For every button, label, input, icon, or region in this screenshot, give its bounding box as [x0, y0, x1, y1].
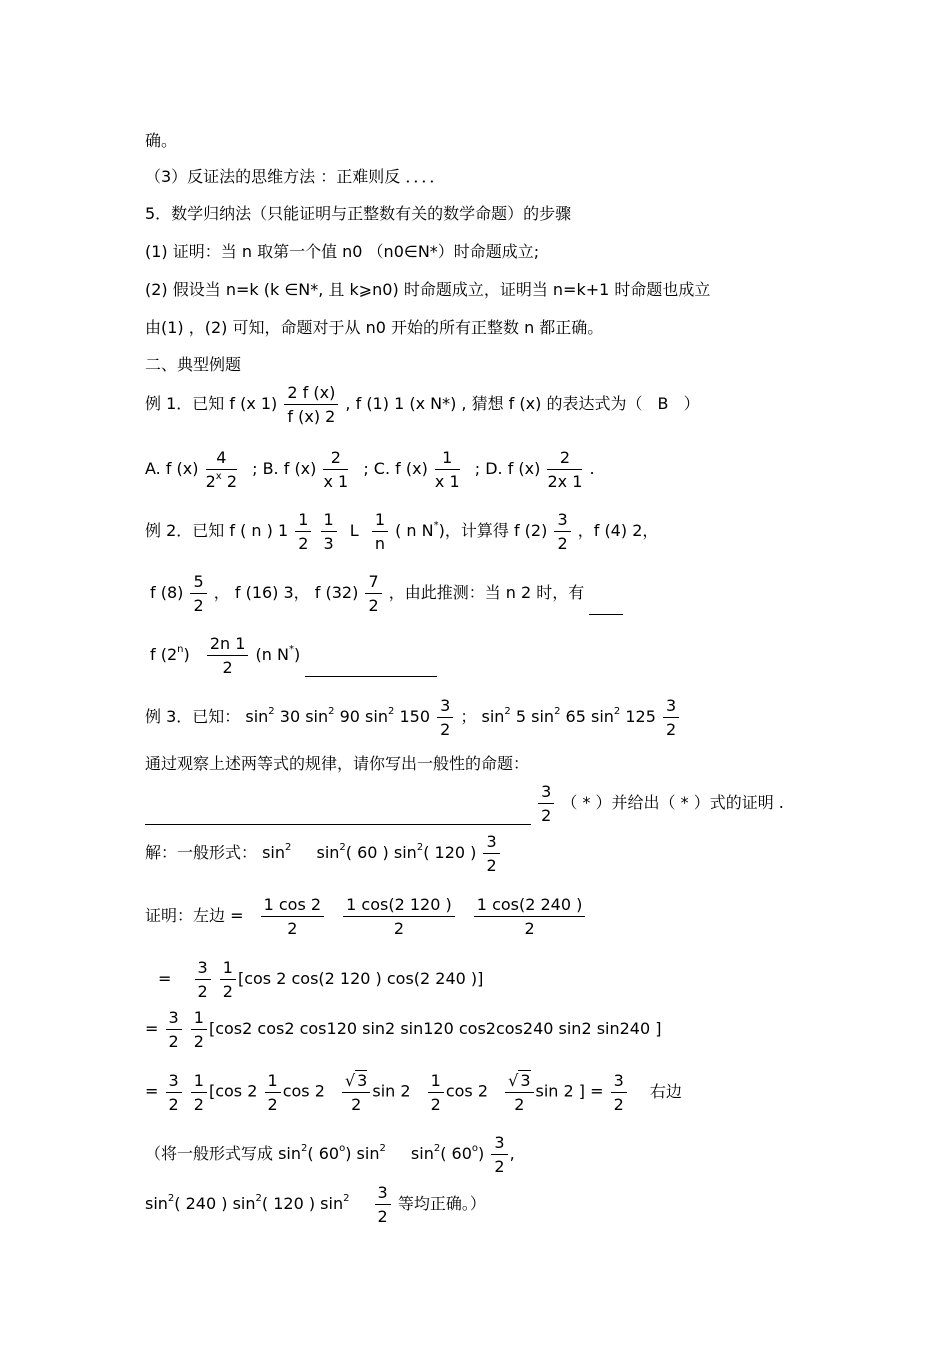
numerator: 3: [437, 696, 453, 718]
numerator: 7: [365, 572, 381, 594]
superscript: *: [433, 520, 439, 531]
numerator: 3: [483, 832, 499, 854]
denominator: 2: [377, 1207, 388, 1226]
example-2: [145, 510, 658, 553]
option-c: ; C. f (x): [363, 459, 428, 478]
text: f (8): [150, 583, 184, 602]
text-line: 确。: [145, 131, 178, 150]
denominator: x 1: [434, 472, 460, 491]
text-line: 通过观察上述两等式的规律，请你写出一般性的命题：: [145, 754, 530, 773]
denominator: 2: [351, 1095, 362, 1114]
fraction: [265, 1071, 281, 1114]
fraction: [505, 1070, 533, 1114]
numerator: 3: [611, 1071, 627, 1093]
example-3: [145, 696, 681, 739]
fraction: [491, 1133, 507, 1176]
numerator: 2: [323, 448, 348, 470]
denominator: 2: [222, 982, 233, 1001]
ex1-fraction: [284, 383, 338, 426]
superscript: 2: [433, 1143, 441, 1154]
superscript: 2: [379, 1143, 386, 1154]
fraction: [321, 510, 337, 553]
ex1-middle: , f (1) 1 (x N*) , 猜想 f (x) 的表达式为（: [345, 394, 643, 413]
numerator: 3: [538, 782, 554, 804]
fraction: [190, 572, 206, 615]
text: sin 2 ] =: [535, 1081, 604, 1101]
superscript: 2: [339, 842, 346, 853]
text: ): [478, 1144, 485, 1163]
numerator: 1: [191, 1071, 207, 1093]
numerator: 1: [191, 1008, 207, 1030]
denominator: 2: [168, 1094, 179, 1114]
numerator: 3: [491, 1133, 507, 1155]
fraction: [166, 1071, 182, 1114]
superscript: 2: [285, 842, 292, 853]
text: ): [293, 645, 301, 664]
superscript: n: [177, 644, 184, 655]
text: （ * ）并给出（ * ）式的证明 .: [561, 793, 784, 812]
numerator: 3: [195, 958, 211, 980]
superscript: 2: [504, 706, 511, 717]
denominator: f (x) 2: [287, 407, 336, 426]
text-line: (1) 证明：当 n 取第一个值 n0 （n0∈N*）时命题成立;: [145, 242, 540, 261]
ex1-options: [145, 448, 595, 491]
option-b-fraction: [323, 448, 348, 491]
fraction: [220, 958, 236, 1001]
text: ( 240 ) sin: [174, 1194, 256, 1213]
denominator: 2: [193, 1094, 204, 1114]
fraction: [191, 1071, 207, 1114]
numerator: 1: [372, 510, 388, 532]
numerator: 1: [321, 510, 337, 532]
fraction: [483, 832, 499, 875]
ex1-answer: B: [657, 394, 669, 413]
numerator: 3: [166, 1008, 182, 1030]
text: ) sin: [345, 1144, 380, 1163]
text: 65 sin: [565, 707, 614, 726]
text: ， f (16) 3， f (32): [213, 583, 359, 602]
denominator: [206, 470, 237, 491]
superscript: 2: [255, 1193, 262, 1204]
proof-line-1: [145, 895, 587, 938]
fraction: [342, 1070, 370, 1114]
text-line: (2) 假设当 n=k (k ∈N*, 且 k⩾n0) 时命题成立，证明当 n=k+1 时命题也成立: [145, 280, 711, 299]
example-2-row-3: [150, 634, 437, 677]
denominator: 2: [541, 806, 552, 825]
denominator: 2: [368, 596, 379, 615]
example-2-row-2: [150, 572, 623, 615]
ex2-prefix: 例 2．已知 f ( n ) 1: [145, 521, 289, 540]
text: [cos 2 cos(2 120 ) cos(2 240 )]: [237, 969, 484, 988]
superscript: 2: [328, 706, 335, 717]
text: ,: [509, 1144, 515, 1163]
ellipsis-l: L: [349, 521, 359, 540]
denominator: 2: [193, 596, 204, 615]
text: 150: [399, 707, 430, 726]
fraction: [375, 1183, 391, 1226]
text: 125: [625, 707, 656, 726]
numerator: 1: [295, 510, 311, 532]
numerator: 3: [554, 510, 570, 532]
numerator: 4: [206, 448, 237, 470]
solution-line: [145, 832, 502, 875]
denominator: 2: [267, 1094, 278, 1114]
numerator: 1: [435, 448, 460, 470]
ex2-cond: ( n N: [395, 521, 434, 540]
text: =: [158, 969, 172, 988]
superscript: 2: [387, 706, 395, 717]
denominator: 2: [613, 1094, 624, 1114]
superscript: o: [339, 1143, 346, 1154]
text: ( 120 ) sin: [261, 1194, 344, 1213]
fraction: [207, 634, 249, 677]
fraction: [437, 696, 453, 739]
fraction: [663, 696, 679, 739]
superscript: 2: [416, 842, 424, 853]
denominator: 2: [514, 1095, 525, 1114]
fraction: [166, 1008, 182, 1051]
denominator: 2: [222, 658, 233, 677]
numerator: 2: [547, 448, 582, 470]
option-b: ; B. f (x): [252, 459, 317, 478]
denominator: 2: [557, 534, 568, 553]
text: ): [183, 645, 190, 664]
denominator: x 1: [323, 472, 349, 491]
fraction: [191, 1008, 207, 1051]
fraction: [372, 510, 388, 553]
text-line: 由(1) ，(2) 可知，命题对于从 n0 开始的所有正整数 n 都正确。: [145, 318, 604, 337]
denominator: 2: [440, 720, 451, 739]
denominator: 2: [193, 1032, 204, 1051]
fraction: [474, 895, 586, 938]
proof-line-4: [145, 1070, 682, 1114]
text: ( 60 ) sin: [345, 843, 417, 862]
numerator: 5: [190, 572, 206, 594]
denominator: 2: [197, 982, 208, 1001]
sqrt-radicand: 3: [520, 1071, 531, 1090]
blank-line: [305, 658, 437, 677]
section-heading: 二、典型例题: [145, 355, 242, 374]
text: [cos2 cos2 cos120 sin2 sin120 cos2cos240 sin2 sin240 ]: [208, 1019, 662, 1038]
denominator: 2: [393, 919, 405, 938]
note-line-1: [145, 1133, 515, 1176]
text: sin: [316, 843, 340, 862]
superscript: 2: [301, 1143, 308, 1154]
numerator: 2 f (x): [284, 383, 338, 405]
example-1: [145, 383, 700, 426]
fraction: [538, 782, 554, 825]
numerator: 1: [220, 958, 236, 980]
fraction: [343, 895, 455, 938]
ex1-close: ）: [683, 394, 700, 413]
denominator: 2: [524, 919, 535, 938]
text-line: （3）反证法的思维方法 ：正难则反 ．．．．: [145, 167, 446, 186]
text: sin: [481, 707, 505, 726]
option-d: ; D. f (x): [474, 459, 541, 478]
fraction: [554, 510, 570, 553]
text: 解：一般形式： sin: [145, 843, 286, 862]
sqrt-radicand: 3: [357, 1071, 368, 1090]
superscript: 2: [613, 706, 621, 717]
text: 证明：左边 =: [145, 906, 244, 925]
proof-line-3: [145, 1008, 662, 1051]
text: 5 sin: [515, 707, 555, 726]
numerator: 2n 1: [207, 634, 249, 656]
denominator: 2: [430, 1094, 441, 1114]
text: ( 120 ): [423, 843, 477, 862]
text: ；: [460, 707, 477, 726]
text: f (2: [150, 645, 178, 664]
note-line-2: [145, 1183, 486, 1226]
numerator: 1 cos 2: [261, 895, 324, 917]
proof-line-2: [158, 958, 483, 1001]
superscript: 2: [343, 1193, 350, 1204]
text: cos 2: [282, 1081, 325, 1101]
text: 等均正确。）: [397, 1194, 486, 1213]
text: ，由此推测：当 n 2 时，有: [388, 583, 585, 602]
superscript: *: [288, 644, 294, 655]
numerator: 3: [166, 1071, 182, 1093]
text: sin 2: [372, 1081, 411, 1101]
numerator: 1: [265, 1071, 281, 1093]
den-base: 2: [205, 472, 216, 491]
blank-line: [145, 806, 531, 825]
text: sin: [145, 1194, 168, 1213]
denominator: 3: [323, 534, 334, 553]
fraction: [295, 510, 311, 553]
ex3-prefix: 例 3．已知：: [145, 707, 241, 726]
ex2-f4: ，f (4) 2，: [577, 521, 659, 540]
denominator: 2: [287, 919, 298, 938]
fraction: [428, 1071, 444, 1114]
numerator: √ 3: [505, 1070, 533, 1093]
den-post: 2: [226, 472, 237, 491]
denominator: 2: [494, 1157, 505, 1176]
text: cos 2: [445, 1081, 489, 1101]
fraction: [195, 958, 211, 1001]
text: 右边: [649, 1081, 682, 1101]
option-a-fraction: [206, 448, 237, 491]
numerator: 3: [375, 1183, 391, 1205]
option-d-fraction: [547, 448, 582, 491]
ex1-prefix: 例 1．已知 f (x 1): [145, 394, 278, 413]
text: =: [145, 1081, 159, 1101]
denominator: n: [374, 534, 385, 553]
fraction: [611, 1071, 627, 1114]
denominator: 2: [486, 856, 497, 875]
text: =: [145, 1019, 159, 1038]
ex2-cond-post: )，计算得 f (2): [438, 521, 548, 540]
superscript: 2: [167, 1193, 175, 1204]
denominator: 2x 1: [547, 472, 583, 491]
fraction: [365, 572, 381, 615]
blank-line: [589, 596, 623, 615]
denominator: 2: [168, 1032, 179, 1051]
text-line: 5．数学归纳法（只能证明与正整数有关的数学命题）的步骤: [145, 204, 572, 223]
fraction: [261, 895, 324, 938]
option-c-fraction: [435, 448, 460, 491]
option-a: A. f (x): [145, 459, 199, 478]
numerator: 1 cos(2 120 ): [343, 895, 455, 917]
superscript: 2: [554, 706, 561, 717]
numerator: 1 cos(2 240 ): [474, 895, 586, 917]
text: sin: [410, 1144, 434, 1163]
denominator: 2: [666, 720, 677, 739]
denominator: 2: [298, 534, 309, 553]
text: 30 sin: [279, 707, 329, 726]
den-exponent: x: [215, 471, 222, 482]
numerator: 1: [428, 1071, 444, 1093]
text: ( 60: [440, 1144, 472, 1163]
text: (n N: [255, 645, 289, 664]
text: ( 60: [307, 1144, 340, 1163]
numerator: √ 3: [342, 1070, 370, 1093]
numerator: 3: [663, 696, 679, 718]
example-3-row-3: [145, 782, 784, 825]
text: （将一般形式写成 sin: [145, 1144, 302, 1163]
superscript: o: [471, 1143, 479, 1154]
option-d-post: .: [589, 459, 595, 478]
superscript: 2: [268, 706, 275, 717]
text: sin: [245, 707, 269, 726]
text: 90 sin: [339, 707, 388, 726]
text: [cos 2: [208, 1081, 258, 1101]
